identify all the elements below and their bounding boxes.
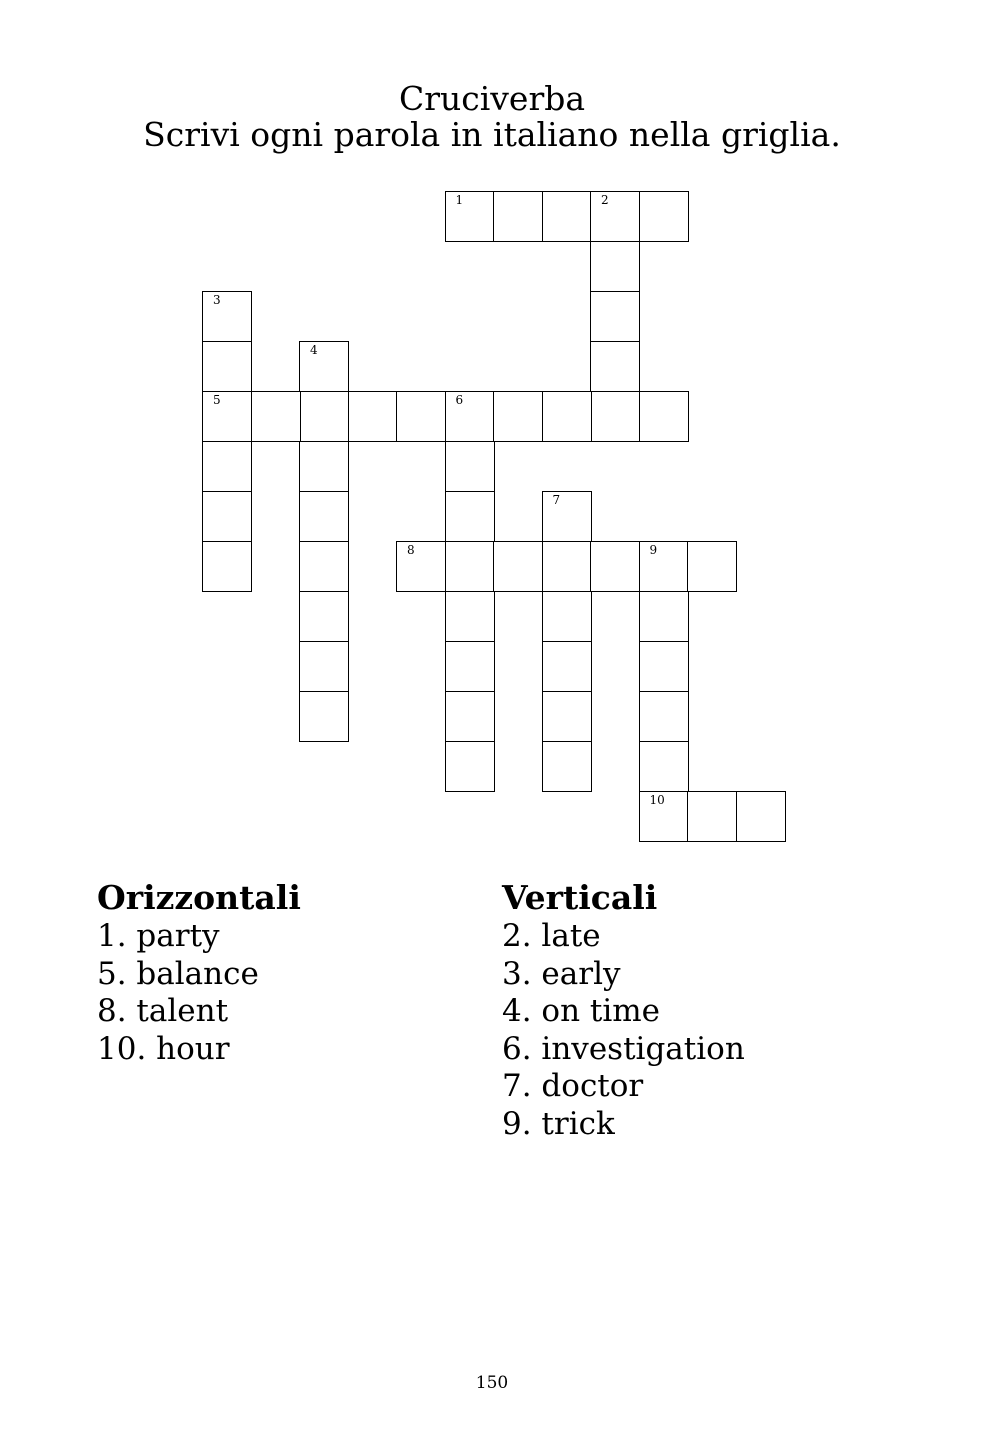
clue-number-label: 7 bbox=[552, 493, 561, 507]
page-subtitle: Scrivi ogni parola in italiano nella griglia. bbox=[143, 115, 841, 154]
crossword-cell[interactable] bbox=[542, 191, 592, 242]
across-heading: Orizzontali bbox=[97, 878, 301, 917]
crossword-cell[interactable] bbox=[542, 691, 592, 742]
crossword-cell[interactable] bbox=[445, 741, 495, 792]
crossword-cell[interactable] bbox=[251, 391, 301, 442]
crossword-cell[interactable] bbox=[445, 641, 495, 692]
crossword-cell[interactable] bbox=[687, 541, 737, 592]
clue-number-label: 8 bbox=[407, 543, 415, 557]
clue-number-label: 10 bbox=[649, 793, 665, 807]
clue-across-item: 5. balance bbox=[97, 955, 259, 992]
crossword-cell[interactable] bbox=[542, 391, 592, 442]
crossword-cell[interactable] bbox=[202, 291, 252, 342]
crossword-cell[interactable] bbox=[202, 491, 252, 542]
crossword-cell[interactable] bbox=[639, 791, 689, 842]
crossword-cell[interactable] bbox=[542, 741, 592, 792]
clue-down-item: 4. on time bbox=[502, 993, 661, 1029]
crossword-cell[interactable] bbox=[590, 391, 640, 442]
clue-down-item: 7. doctor bbox=[502, 1068, 644, 1104]
page-number: 150 bbox=[475, 1373, 509, 1393]
down-heading: Verticali bbox=[502, 878, 658, 917]
crossword-cell[interactable] bbox=[396, 391, 446, 442]
crossword-cell[interactable] bbox=[299, 391, 349, 442]
clue-number-label: 6 bbox=[455, 393, 464, 407]
crossword-cell[interactable] bbox=[542, 541, 592, 592]
page-title: Cruciverba bbox=[398, 79, 586, 118]
crossword-cell[interactable] bbox=[299, 641, 349, 692]
clue-down-item: 3. early bbox=[502, 955, 621, 992]
clue-across-item: 8. talent bbox=[97, 993, 229, 1029]
crossword-cell[interactable] bbox=[202, 441, 252, 492]
clue-number-label: 2 bbox=[601, 193, 609, 207]
clue-number-label: 4 bbox=[310, 343, 318, 357]
crossword-cell[interactable] bbox=[299, 691, 349, 742]
crossword-cell[interactable] bbox=[590, 341, 640, 392]
clue-number-label: 9 bbox=[649, 543, 658, 557]
crossword-cell[interactable] bbox=[639, 541, 689, 592]
crossword-cell[interactable] bbox=[202, 541, 252, 592]
crossword-cell[interactable] bbox=[348, 391, 398, 442]
crossword-cell[interactable] bbox=[299, 541, 349, 592]
crossword-cell[interactable] bbox=[639, 191, 689, 242]
crossword-cell[interactable] bbox=[445, 541, 495, 592]
crossword-cell[interactable] bbox=[493, 391, 543, 442]
crossword-cell[interactable] bbox=[736, 791, 786, 842]
clue-down-item: 6. investigation bbox=[502, 1030, 745, 1067]
crossword-cell[interactable] bbox=[396, 541, 446, 592]
crossword-cell[interactable] bbox=[445, 441, 495, 492]
crossword-cell[interactable] bbox=[542, 491, 592, 542]
crossword-cell[interactable] bbox=[639, 741, 689, 792]
crossword-cell[interactable] bbox=[445, 191, 495, 242]
clue-number-label: 5 bbox=[213, 393, 221, 407]
crossword-cell[interactable] bbox=[299, 341, 349, 392]
crossword-cell[interactable] bbox=[639, 691, 689, 742]
crossword-cell[interactable] bbox=[639, 391, 689, 442]
crossword-cell[interactable] bbox=[590, 191, 640, 242]
crossword-cell[interactable] bbox=[639, 641, 689, 692]
crossword-cell[interactable] bbox=[590, 291, 640, 342]
crossword-cell[interactable] bbox=[299, 591, 349, 642]
crossword-cell[interactable] bbox=[299, 441, 349, 492]
crossword-cell[interactable] bbox=[542, 591, 592, 642]
clue-number-label: 3 bbox=[213, 293, 221, 307]
crossword-cell[interactable] bbox=[202, 391, 252, 442]
crossword-cell[interactable] bbox=[687, 791, 737, 842]
clue-across-item: 10. hour bbox=[97, 1030, 230, 1067]
clue-across-item: 1. party bbox=[97, 918, 220, 954]
crossword-cell[interactable] bbox=[202, 341, 252, 392]
crossword-cell[interactable] bbox=[299, 491, 349, 542]
crossword-cell[interactable] bbox=[542, 641, 592, 692]
down-clues bbox=[502, 878, 745, 1143]
crossword-cell[interactable] bbox=[493, 541, 543, 592]
crossword-cell[interactable] bbox=[445, 591, 495, 642]
crossword-cell[interactable] bbox=[639, 591, 689, 642]
clue-down-item: 9. trick bbox=[502, 1105, 615, 1142]
crossword-cell[interactable] bbox=[590, 541, 640, 592]
crossword-cell[interactable] bbox=[493, 191, 543, 242]
crossword-cell[interactable] bbox=[445, 491, 495, 542]
across-clues bbox=[97, 878, 301, 1068]
clue-down-item: 2. late bbox=[502, 918, 601, 954]
crossword-cell[interactable] bbox=[445, 691, 495, 742]
clue-number-label: 1 bbox=[455, 193, 464, 207]
crossword-cell[interactable] bbox=[590, 241, 640, 292]
crossword-cell[interactable] bbox=[445, 391, 495, 442]
